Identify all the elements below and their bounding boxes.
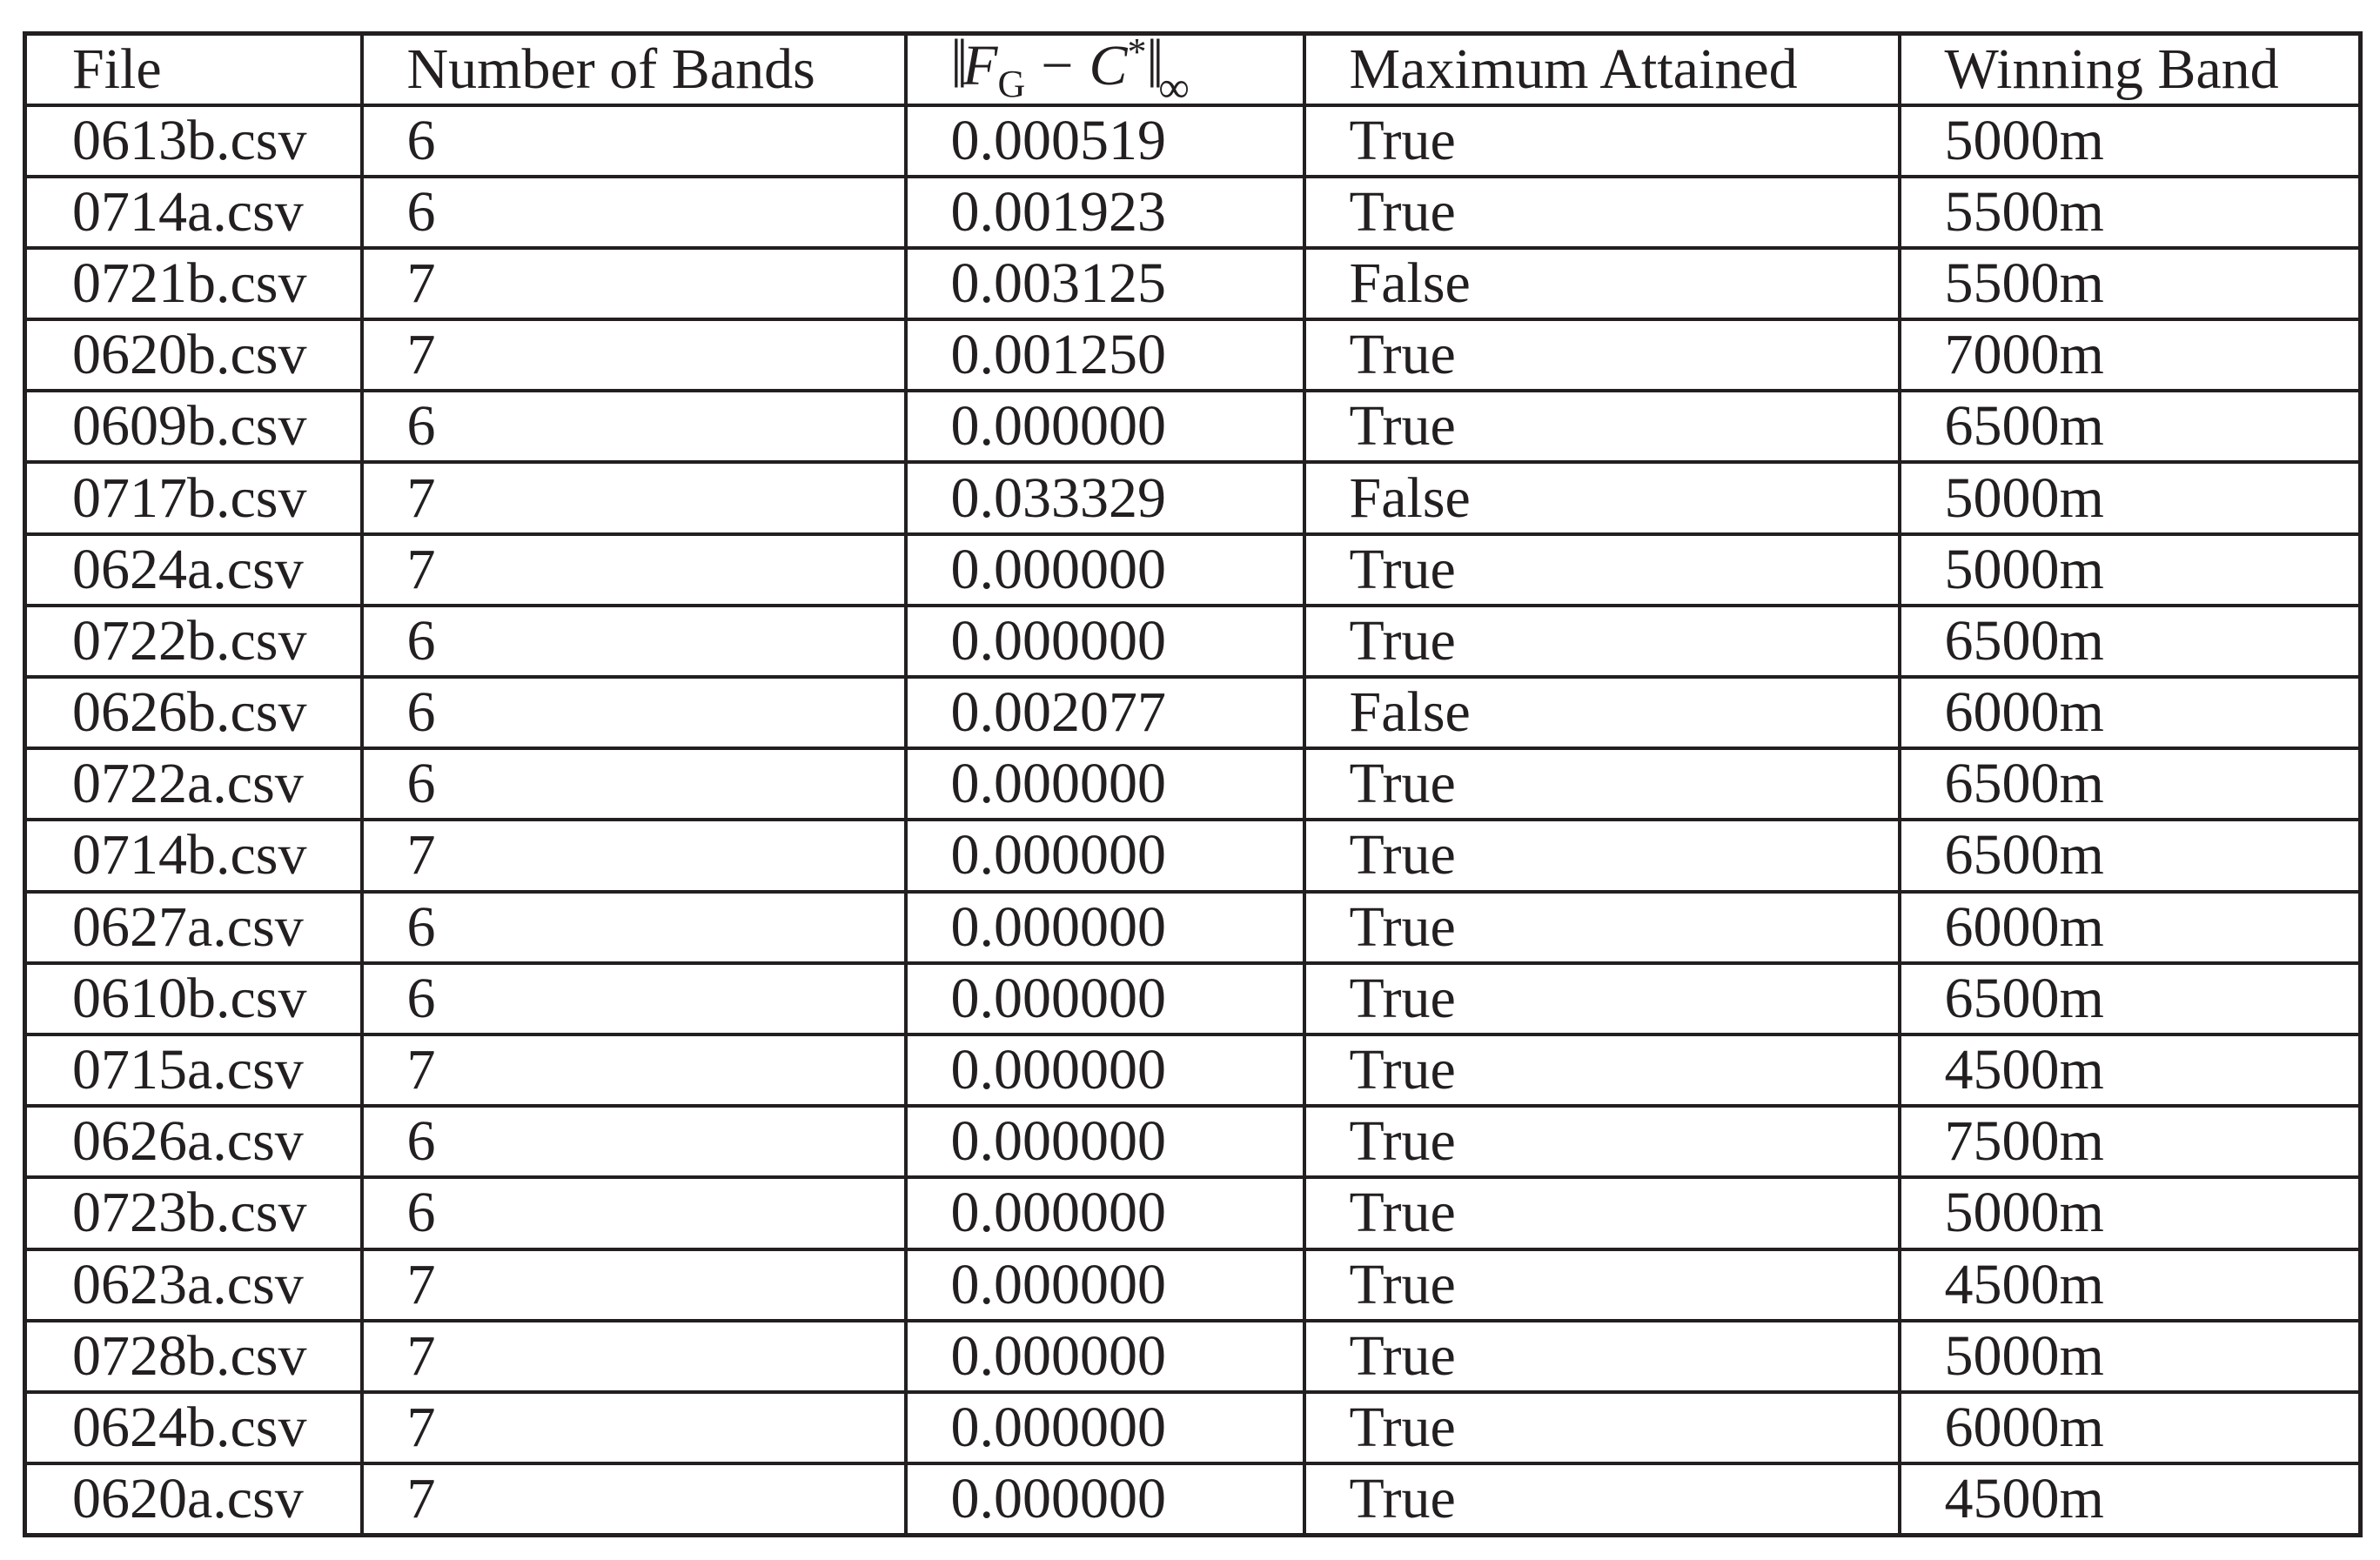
cell-number-of-bands: 6 <box>362 963 906 1034</box>
cell-file: 0624b.csv <box>25 1392 362 1463</box>
cell-norm: 0.000000 <box>906 1321 1304 1392</box>
formula-infinity-subscript: ∞ <box>1158 63 1190 105</box>
cell-maximum-attained: False <box>1304 462 1900 533</box>
cell-norm: 0.000519 <box>906 105 1304 177</box>
cell-maximum-attained: False <box>1304 677 1900 748</box>
header-number-of-bands: Number of Bands <box>362 34 906 105</box>
cell-norm: 0.000000 <box>906 1034 1304 1106</box>
cell-file: 0728b.csv <box>25 1321 362 1392</box>
results-table-container <box>23 31 2358 1537</box>
header-winning-band: Winning Band <box>1900 34 2361 105</box>
cell-norm: 0.000000 <box>906 1249 1304 1321</box>
cell-maximum-attained: True <box>1304 1177 1900 1249</box>
cell-maximum-attained: True <box>1304 1249 1900 1321</box>
cell-winning-band: 6500m <box>1900 606 2361 677</box>
cell-file: 0624a.csv <box>25 534 362 606</box>
table-row <box>25 1106 2361 1177</box>
cell-maximum-attained: True <box>1304 1463 1900 1535</box>
cell-file: 0623a.csv <box>25 1249 362 1321</box>
cell-maximum-attained: True <box>1304 105 1900 177</box>
table-row <box>25 606 2361 677</box>
cell-maximum-attained: True <box>1304 892 1900 963</box>
cell-winning-band: 6000m <box>1900 1392 2361 1463</box>
formula-f: F <box>962 34 998 98</box>
cell-number-of-bands: 6 <box>362 1177 906 1249</box>
cell-file: 0717b.csv <box>25 462 362 533</box>
header-file: File <box>25 34 362 105</box>
cell-number-of-bands: 6 <box>362 606 906 677</box>
cell-number-of-bands: 7 <box>362 1463 906 1535</box>
cell-winning-band: 7500m <box>1900 1106 2361 1177</box>
cell-maximum-attained: False <box>1304 248 1900 319</box>
table-row <box>25 1321 2361 1392</box>
table-row <box>25 1177 2361 1249</box>
cell-norm: 0.000000 <box>906 892 1304 963</box>
cell-winning-band: 6000m <box>1900 677 2361 748</box>
cell-maximum-attained: True <box>1304 1321 1900 1392</box>
cell-norm: 0.000000 <box>906 391 1304 462</box>
table-header <box>25 34 2361 105</box>
cell-winning-band: 5000m <box>1900 534 2361 606</box>
cell-winning-band: 6000m <box>1900 892 2361 963</box>
cell-number-of-bands: 7 <box>362 319 906 391</box>
table-row <box>25 1463 2361 1535</box>
norm-formula <box>950 33 1190 105</box>
table-row <box>25 105 2361 177</box>
cell-norm: 0.001923 <box>906 177 1304 248</box>
cell-file: 0721b.csv <box>25 248 362 319</box>
cell-winning-band: 4500m <box>1900 1034 2361 1106</box>
cell-norm: 0.000000 <box>906 606 1304 677</box>
cell-maximum-attained: True <box>1304 820 1900 891</box>
cell-number-of-bands: 6 <box>362 105 906 177</box>
table-row <box>25 820 2361 891</box>
cell-number-of-bands: 6 <box>362 1106 906 1177</box>
cell-winning-band: 6500m <box>1900 748 2361 820</box>
cell-norm: 0.000000 <box>906 1106 1304 1177</box>
cell-winning-band: 6500m <box>1900 963 2361 1034</box>
cell-file: 0626a.csv <box>25 1106 362 1177</box>
cell-file: 0714b.csv <box>25 820 362 891</box>
cell-file: 0613b.csv <box>25 105 362 177</box>
cell-maximum-attained: True <box>1304 1392 1900 1463</box>
cell-number-of-bands: 7 <box>362 534 906 606</box>
cell-file: 0610b.csv <box>25 963 362 1034</box>
cell-norm: 0.000000 <box>906 963 1304 1034</box>
cell-winning-band: 7000m <box>1900 319 2361 391</box>
cell-maximum-attained: True <box>1304 1034 1900 1106</box>
cell-file: 0620a.csv <box>25 1463 362 1535</box>
cell-file: 0723b.csv <box>25 1177 362 1249</box>
cell-norm: 0.000000 <box>906 534 1304 606</box>
cell-maximum-attained: True <box>1304 391 1900 462</box>
norm-close-bars: ‖ <box>1146 33 1159 104</box>
table-row <box>25 462 2361 533</box>
formula-f-subscript: G <box>997 63 1026 105</box>
cell-maximum-attained: True <box>1304 1106 1900 1177</box>
cell-number-of-bands: 6 <box>362 677 906 748</box>
header-row <box>25 34 2361 105</box>
cell-number-of-bands: 7 <box>362 248 906 319</box>
table-row <box>25 391 2361 462</box>
cell-maximum-attained: True <box>1304 319 1900 391</box>
cell-number-of-bands: 7 <box>362 1249 906 1321</box>
cell-number-of-bands: 6 <box>362 177 906 248</box>
table-row <box>25 963 2361 1034</box>
cell-norm: 0.000000 <box>906 820 1304 891</box>
table-row <box>25 177 2361 248</box>
cell-norm: 0.003125 <box>906 248 1304 319</box>
header-maximum-attained: Maximum Attained <box>1304 34 1900 105</box>
formula-c-superscript: * <box>1127 33 1147 74</box>
table-row <box>25 534 2361 606</box>
formula-minus: − <box>1041 34 1074 98</box>
cell-norm: 0.000000 <box>906 748 1304 820</box>
table-row <box>25 748 2361 820</box>
cell-winning-band: 5000m <box>1900 1177 2361 1249</box>
cell-norm: 0.000000 <box>906 1392 1304 1463</box>
cell-winning-band: 4500m <box>1900 1463 2361 1535</box>
cell-winning-band: 6500m <box>1900 391 2361 462</box>
cell-maximum-attained: True <box>1304 606 1900 677</box>
cell-number-of-bands: 7 <box>362 1321 906 1392</box>
table-body <box>25 105 2361 1536</box>
table-row <box>25 1249 2361 1321</box>
cell-number-of-bands: 7 <box>362 462 906 533</box>
cell-winning-band: 5500m <box>1900 248 2361 319</box>
cell-file: 0609b.csv <box>25 391 362 462</box>
cell-winning-band: 5000m <box>1900 462 2361 533</box>
formula-c: C <box>1089 34 1128 98</box>
table-row <box>25 677 2361 748</box>
cell-number-of-bands: 6 <box>362 391 906 462</box>
cell-file: 0722a.csv <box>25 748 362 820</box>
cell-norm: 0.000000 <box>906 1177 1304 1249</box>
cell-file: 0715a.csv <box>25 1034 362 1106</box>
cell-number-of-bands: 6 <box>362 748 906 820</box>
table-row <box>25 319 2361 391</box>
cell-file: 0714a.csv <box>25 177 362 248</box>
cell-maximum-attained: True <box>1304 963 1900 1034</box>
cell-norm: 0.002077 <box>906 677 1304 748</box>
cell-file: 0620b.csv <box>25 319 362 391</box>
cell-norm: 0.001250 <box>906 319 1304 391</box>
cell-norm: 0.000000 <box>906 1463 1304 1535</box>
cell-file: 0627a.csv <box>25 892 362 963</box>
cell-maximum-attained: True <box>1304 177 1900 248</box>
cell-maximum-attained: True <box>1304 534 1900 606</box>
cell-file: 0722b.csv <box>25 606 362 677</box>
table-row <box>25 892 2361 963</box>
cell-winning-band: 5000m <box>1900 1321 2361 1392</box>
cell-file: 0626b.csv <box>25 677 362 748</box>
cell-number-of-bands: 7 <box>362 820 906 891</box>
table-row <box>25 1392 2361 1463</box>
cell-maximum-attained: True <box>1304 748 1900 820</box>
header-norm-formula <box>906 34 1304 105</box>
results-table <box>23 31 2363 1537</box>
norm-open-bars: ‖ <box>950 33 963 104</box>
cell-winning-band: 5000m <box>1900 105 2361 177</box>
table-row <box>25 248 2361 319</box>
cell-number-of-bands: 6 <box>362 892 906 963</box>
cell-number-of-bands: 7 <box>362 1392 906 1463</box>
cell-winning-band: 4500m <box>1900 1249 2361 1321</box>
cell-number-of-bands: 7 <box>362 1034 906 1106</box>
table-row <box>25 1034 2361 1106</box>
cell-winning-band: 5500m <box>1900 177 2361 248</box>
cell-norm: 0.033329 <box>906 462 1304 533</box>
cell-winning-band: 6500m <box>1900 820 2361 891</box>
